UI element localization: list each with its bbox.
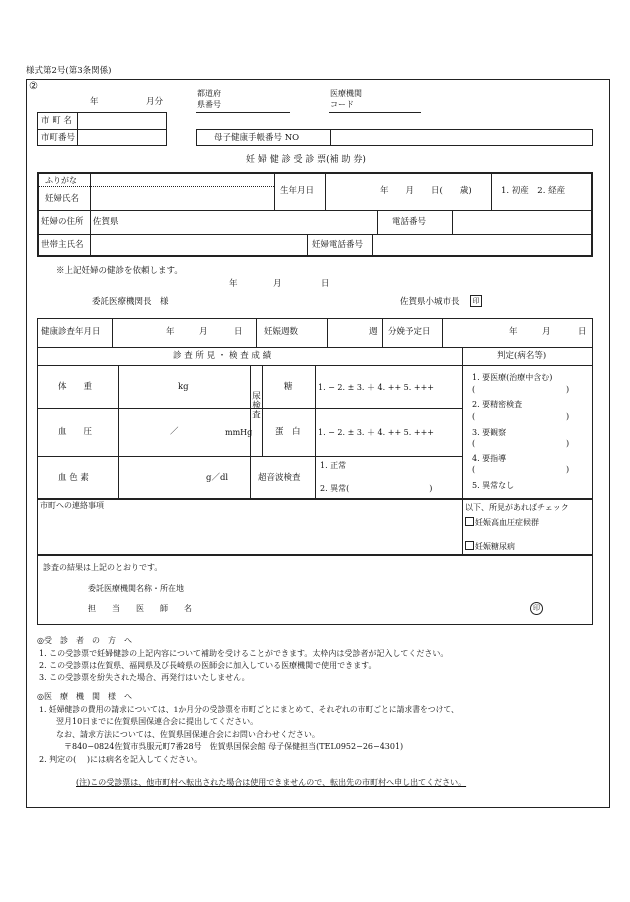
checkbox-icon[interactable] <box>465 541 474 550</box>
patient-note-2: 2. この受診票は佐賀県、福岡県及び長崎県の医師会に加入している医療機関で使用できます。 <box>39 661 377 670</box>
handbook-label: 母子健康手帳番号 NO <box>214 133 300 143</box>
year-label: 年 <box>90 97 99 107</box>
protein-label: 蛋 白 <box>275 427 301 437</box>
hemoglobin-unit[interactable]: g／dl <box>206 473 229 483</box>
check-hypertension[interactable]: 妊娠高血圧症候群 <box>465 517 539 527</box>
address-label: 妊婦の住所 <box>41 217 84 227</box>
handbook-field[interactable] <box>331 130 592 145</box>
doctor-label: 担 当 医 師 名 <box>88 604 192 613</box>
birth-format[interactable]: 年 月 日( 歳) <box>380 186 472 196</box>
judgment-2-paren-close: ) <box>566 412 570 421</box>
furigana-field[interactable] <box>92 174 272 185</box>
gestation-label: 妊娠週数 <box>264 327 299 337</box>
judgment-2-paren-open: ( <box>472 412 476 421</box>
month-label: 月分 <box>146 97 164 107</box>
exam-date-label: 健康診査年月日 <box>41 327 101 337</box>
household-head-field[interactable] <box>92 235 305 255</box>
exam-day[interactable]: 日 <box>234 327 243 337</box>
judgment-1-paren-open: ( <box>472 385 476 394</box>
judgment-1-paren-close: ) <box>566 385 570 394</box>
institution-note-2: 2. 判定の( )には病名を記入してください。 <box>39 755 202 764</box>
request-from: 佐賀県小城市長 <box>400 297 460 307</box>
mobile-field[interactable] <box>374 235 591 255</box>
exam-year[interactable]: 年 <box>166 327 175 337</box>
exam-month[interactable]: 月 <box>199 327 208 337</box>
sugar-label: 糖 <box>284 382 293 392</box>
due-month[interactable]: 月 <box>542 327 551 337</box>
due-year[interactable]: 年 <box>509 327 518 337</box>
urine-test-label: 尿検査 <box>250 391 261 420</box>
form-id: 様式第2号(第3条関係) <box>26 66 112 76</box>
parity-options[interactable]: 1. 初産 2. 経産 <box>501 186 566 196</box>
request-day: 日 <box>321 279 330 289</box>
inst-label-2: コード <box>330 100 354 109</box>
city-name-field[interactable] <box>78 113 166 128</box>
weight-unit[interactable]: kg <box>178 382 189 392</box>
due-day[interactable]: 日 <box>578 327 587 337</box>
form-title: 妊 婦 健 診 受 診 票(補 助 券) <box>246 155 366 165</box>
judgment-4-paren-open: ( <box>472 465 476 474</box>
bp-separator[interactable]: ／ <box>170 427 179 437</box>
findings-header: 診 査 所 見 ・ 検 査 成 績 <box>173 351 272 361</box>
institution-notes-title: ◎医 療 機 関 様 へ <box>37 692 132 701</box>
ultrasound-label: 超音波検査 <box>258 473 301 483</box>
mobile-label: 妊婦電話番号 <box>312 240 364 250</box>
hemoglobin-label: 血 色 素 <box>58 473 89 483</box>
judgment-2[interactable]: 2. 要精密検査 <box>472 400 523 409</box>
institution-address: 〒840−0824佐賀市呉服元町7番28号 佐賀県国保会館 母子保健担当(TEL0952−26−4301) <box>64 742 404 751</box>
sugar-scale[interactable]: 1. − 2. ± 3. ＋ 4. ++ 5. +++ <box>318 383 434 392</box>
institution-note-1b: 翌月10日までに佐賀県国保連合会に提出してください。 <box>56 717 259 726</box>
city-name-label: 市 町 名 <box>41 116 72 126</box>
due-date-label: 分娩予定日 <box>388 327 431 337</box>
bp-label: 血 圧 <box>58 427 93 437</box>
name-label: 妊婦氏名 <box>45 194 80 204</box>
request-year: 年 <box>229 279 238 289</box>
patient-note-1: 1. この受診票で妊婦健診の上記内容について補助を受けることができます。太枠内は受診者が記入してください。 <box>39 649 449 658</box>
gestation-unit[interactable]: 週 <box>369 327 378 337</box>
judgment-header: 判定(病名等) <box>497 351 547 361</box>
contact-label: 市町への連絡事項 <box>40 501 104 510</box>
phone-field[interactable] <box>454 211 591 233</box>
request-note: ※上記妊婦の健診を依頼します。 <box>56 266 183 276</box>
result-text: 診査の結果は上記のとおりです。 <box>43 563 163 572</box>
institution-label: 委託医療機関名称・所在地 <box>88 584 184 593</box>
judgment-3-paren-close: ) <box>566 439 570 448</box>
inst-label-1: 医療機関 <box>330 89 362 98</box>
doctor-seal: 印 <box>530 602 543 615</box>
check-diabetes[interactable]: 妊娠糖尿病 <box>465 541 515 551</box>
judgment-1[interactable]: 1. 要医療(治療中含む) <box>472 373 553 382</box>
judgment-3-paren-open: ( <box>472 439 476 448</box>
household-head-label: 世帯主氏名 <box>41 240 84 250</box>
request-month: 月 <box>273 279 282 289</box>
footer-note: (注)この受診票は、他市町村へ転出された場合は使用できませんので、転出先の市町村へ申し出てください。 <box>76 778 467 787</box>
patient-note-3: 3. この受診票を紛失された場合、再発行はいたしません。 <box>39 673 250 682</box>
form-number-circled: ② <box>29 81 38 92</box>
judgment-3[interactable]: 3. 要観察 <box>472 428 507 437</box>
bp-unit: mmHg <box>225 428 253 437</box>
patient-notes-title: ◎受 診 者 の 方 へ <box>37 636 132 645</box>
city-no-field[interactable] <box>78 130 166 145</box>
name-field[interactable] <box>92 188 272 209</box>
institution-note-1c: なお、請求方法については、佐賀県国保連合会にお問い合わせください。 <box>56 730 320 739</box>
judgment-4-paren-close: ) <box>566 465 570 474</box>
ultrasound-abnormal[interactable]: 2. 異常( ) <box>320 484 433 493</box>
judgment-4[interactable]: 4. 要指導 <box>472 454 507 463</box>
ultrasound-normal[interactable]: 1. 正常 <box>320 461 347 470</box>
request-to: 委託医療機関長 様 <box>92 297 169 307</box>
protein-scale[interactable]: 1. − 2. ± 3. ＋ 4. ++ 5. +++ <box>318 428 434 437</box>
institution-note-1: 1. 妊婦健診の費用の請求については、1か月分の受診票を市町ごとにまとめて、それぞれの市町ごとに請求書をつけて、 <box>39 705 459 714</box>
checkbox-icon[interactable] <box>465 517 474 526</box>
mayor-stamp: 印 <box>470 295 482 307</box>
judgment-5[interactable]: 5. 異常なし <box>472 481 515 490</box>
contact-field[interactable] <box>40 514 458 552</box>
address-value[interactable]: 佐賀県 <box>93 217 119 227</box>
city-no-label: 市町番号 <box>41 133 76 143</box>
furigana-label: ふりがな <box>45 176 77 185</box>
pref-label-2: 県番号 <box>197 100 221 109</box>
pref-label-1: 都道府 <box>197 89 221 98</box>
weight-label: 体 重 <box>58 382 93 392</box>
phone-label: 電話番号 <box>392 217 427 227</box>
birth-label: 生年月日 <box>280 186 315 196</box>
check-title: 以下、所見があればチェック <box>465 503 569 512</box>
